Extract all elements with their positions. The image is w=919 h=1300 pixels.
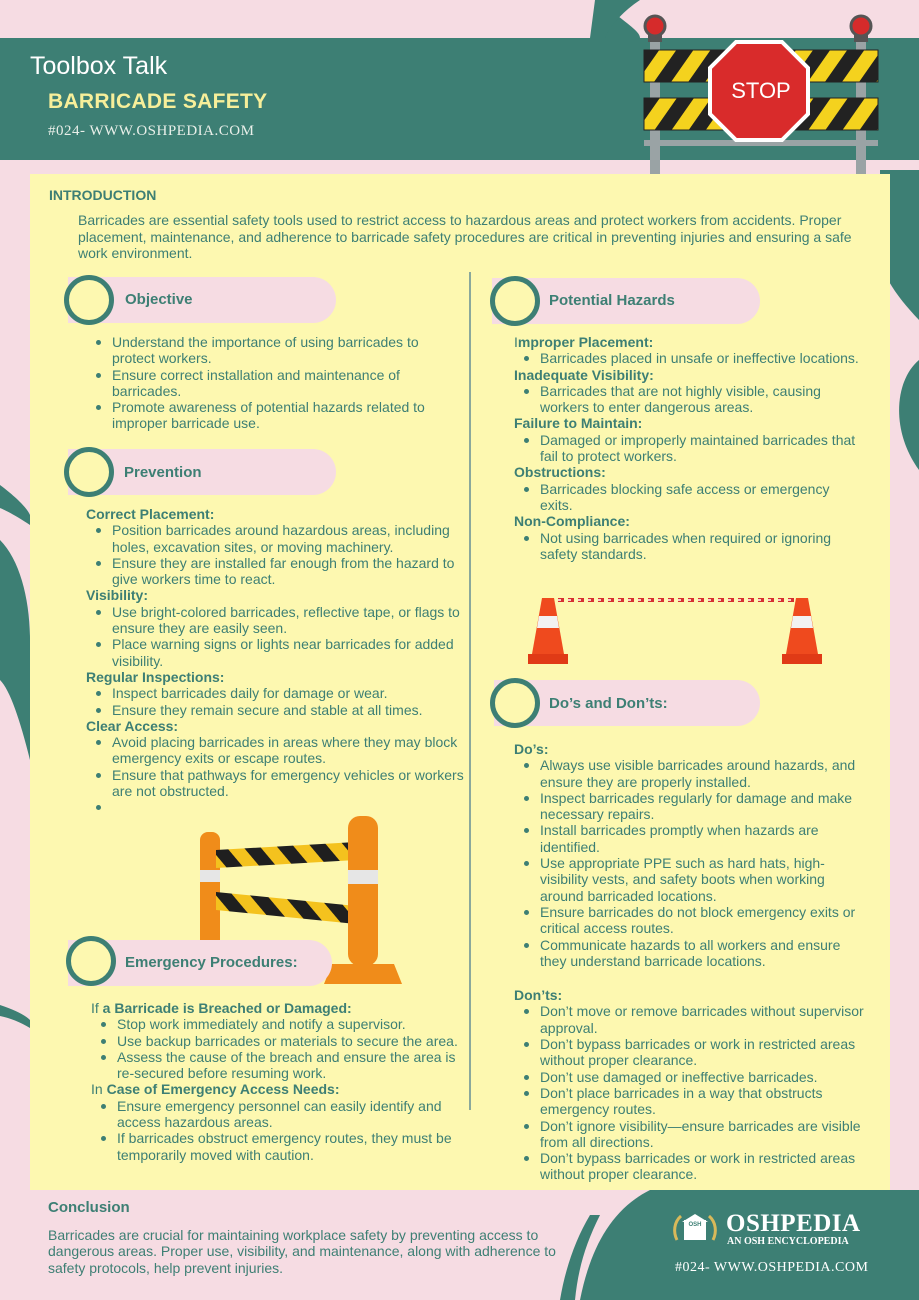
emergency-title: Emergency Procedures: bbox=[125, 954, 298, 971]
dont-item: Don’t bypass barricades or work in restricted areas without proper clearance. bbox=[514, 1036, 866, 1069]
logo-tagline: AN OSH ENCYCLOPEDIA bbox=[727, 1236, 849, 1247]
dont-item: Don’t move or remove barricades without supervisor approval. bbox=[514, 1003, 866, 1036]
do-item: Use appropriate PPE such as hard hats, high-visibility vests, and safety boots when working around barricaded locations. bbox=[514, 855, 866, 904]
prevention-item: Inspect barricades daily for damage or wear. bbox=[86, 685, 466, 701]
emergency-item: Assess the cause of the breach and ensure the area is re-secured before resuming work. bbox=[91, 1049, 461, 1082]
conclusion-heading: Conclusion bbox=[48, 1199, 130, 1216]
hazard-item: Barricades blocking safe access or emergency exits. bbox=[514, 481, 864, 514]
dos-donts-title: Do’s and Don’ts: bbox=[549, 695, 668, 712]
hazard-item: Not using barricades when required or ignoring safety standards. bbox=[514, 530, 864, 563]
prevention-item: Place warning signs or lights near barricades for added visibility. bbox=[86, 636, 466, 669]
intro-text: Barricades are essential safety tools used to restrict access to hazardous areas and protect workers from accidents. Proper placement, maintenance, and adherence to barricade safety procedures are critical in preventing injuries and ensuring a safe work environment. bbox=[78, 212, 852, 261]
hazard-heading: Failure to Maintain: bbox=[514, 415, 643, 432]
prevention-item: Ensure they are installed far enough from the hazard to give workers time to react. bbox=[86, 555, 466, 588]
dont-item: Don’t use damaged or ineffective barricades. bbox=[514, 1069, 866, 1085]
do-item: Inspect barricades regularly for damage and make necessary repairs. bbox=[514, 790, 866, 823]
prevention-item: Use bright-colored barricades, reflective tape, or flags to ensure they are easily seen. bbox=[86, 604, 466, 637]
hazard-heading: Non-Compliance: bbox=[514, 513, 630, 530]
donts-heading: Don’ts: bbox=[514, 987, 563, 1004]
emergency-item: Stop work immediately and notify a supervisor. bbox=[91, 1016, 461, 1032]
objective-title: Objective bbox=[125, 291, 193, 308]
footer-url: #024- WWW.OSHPEDIA.COM bbox=[675, 1260, 869, 1275]
dos-heading: Do’s: bbox=[514, 741, 549, 757]
objective-item: Understand the importance of using barricades to protect workers. bbox=[86, 334, 456, 367]
logo-badge-text: OSH bbox=[688, 1222, 702, 1228]
emergency-circle-icon bbox=[66, 936, 116, 986]
do-item: Always use visible barricades around hazards, and ensure they are properly installed. bbox=[514, 757, 866, 790]
objective-item: Promote awareness of potential hazards related to improper barricade use. bbox=[86, 399, 456, 432]
hazards-circle-icon bbox=[490, 276, 540, 326]
header-subtitle: #024- WWW.OSHPEDIA.COM bbox=[48, 123, 255, 139]
prevention-group-heading: Clear Access: bbox=[86, 717, 179, 734]
dos-donts-content bbox=[514, 741, 866, 1183]
hazards-title: Potential Hazards bbox=[549, 292, 675, 309]
objective-circle-icon bbox=[64, 275, 114, 325]
prevention-item: Ensure they remain secure and stable at all times. bbox=[86, 702, 466, 718]
emergency-content bbox=[91, 1000, 461, 1163]
hazard-heading: Obstructions: bbox=[514, 464, 606, 481]
hazard-heading: Inadequate Visibility: bbox=[514, 366, 654, 383]
emergency-group-prefix: In bbox=[91, 1081, 103, 1098]
prevention-circle-icon bbox=[64, 447, 114, 497]
prevention-group-heading: Regular Inspections: bbox=[86, 668, 225, 685]
hazard-heading-prefix: I bbox=[514, 334, 518, 350]
emergency-group-prefix: If bbox=[91, 1000, 99, 1016]
dont-item: Don’t bypass barricades or work in restricted areas without proper clearance. bbox=[514, 1150, 866, 1183]
stop-sign-text: STOP bbox=[731, 78, 791, 103]
intro-heading: INTRODUCTION bbox=[49, 187, 157, 203]
emergency-item: If barricades obstruct emergency routes, they must be temporarily moved with caution. bbox=[91, 1130, 461, 1163]
hazard-item: Damaged or improperly maintained barricades that fail to protect workers. bbox=[514, 432, 864, 465]
traffic-cones-illustration bbox=[528, 588, 828, 670]
dont-item: Don’t place barricades in a way that obstructs emergency routes. bbox=[514, 1085, 866, 1118]
hazard-item: Barricades that are not highly visible, causing workers to enter dangerous areas. bbox=[514, 383, 864, 416]
prevention-group-heading: Visibility: bbox=[86, 587, 148, 604]
prevention-group-heading: Correct Placement: bbox=[86, 506, 215, 522]
prevention-item: Avoid placing barricades in areas where they may block emergency exits or escape routes. bbox=[86, 734, 466, 767]
hazard-heading: mproper Placement: bbox=[517, 334, 654, 350]
page-title: BARRICADE SAFETY bbox=[48, 90, 268, 113]
do-item: Install barricades promptly when hazards are identified. bbox=[514, 822, 866, 855]
emergency-group-heading: a Barricade is Breached or Damaged: bbox=[98, 1000, 352, 1016]
prevention-item: Ensure that pathways for emergency vehicles or workers are not obstructed. bbox=[86, 767, 466, 800]
hazard-item: Barricades placed in unsafe or ineffective locations. bbox=[514, 350, 864, 366]
emergency-item: Use backup barricades or materials to secure the area. bbox=[91, 1033, 461, 1049]
dos-donts-circle-icon bbox=[490, 678, 540, 728]
conclusion-text: Barricades are crucial for maintaining workplace safety by preventing access to dangerous areas. Proper use, visibility, and maintenance, along with adherence to safety protocols, help prevent injuries. bbox=[48, 1227, 556, 1276]
do-item: Communicate hazards to all workers and ensure they understand barricade locations. bbox=[514, 937, 866, 970]
emergency-item: Ensure emergency personnel can easily identify and access hazardous areas. bbox=[91, 1098, 461, 1131]
hazards-content bbox=[514, 334, 864, 562]
logo-name: OSHPEDIA bbox=[726, 1210, 861, 1237]
dont-item: Don’t ignore visibility—ensure barricades are visible from all directions. bbox=[514, 1118, 866, 1151]
column-divider bbox=[469, 272, 471, 1110]
prevention-item: Position barricades around hazardous areas, including holes, excavation sites, or moving machinery. bbox=[86, 522, 466, 555]
oshpedia-logo-icon bbox=[671, 1210, 719, 1246]
emergency-group-heading: Case of Emergency Access Needs: bbox=[102, 1081, 340, 1098]
prevention-title: Prevention bbox=[124, 464, 202, 481]
header-small-title: Toolbox Talk bbox=[30, 52, 168, 80]
do-item: Ensure barricades do not block emergency exits or critical access routes. bbox=[514, 904, 866, 937]
objective-list bbox=[86, 334, 456, 432]
prevention-content bbox=[86, 506, 466, 815]
objective-item: Ensure correct installation and maintenance of barricades. bbox=[86, 367, 456, 400]
